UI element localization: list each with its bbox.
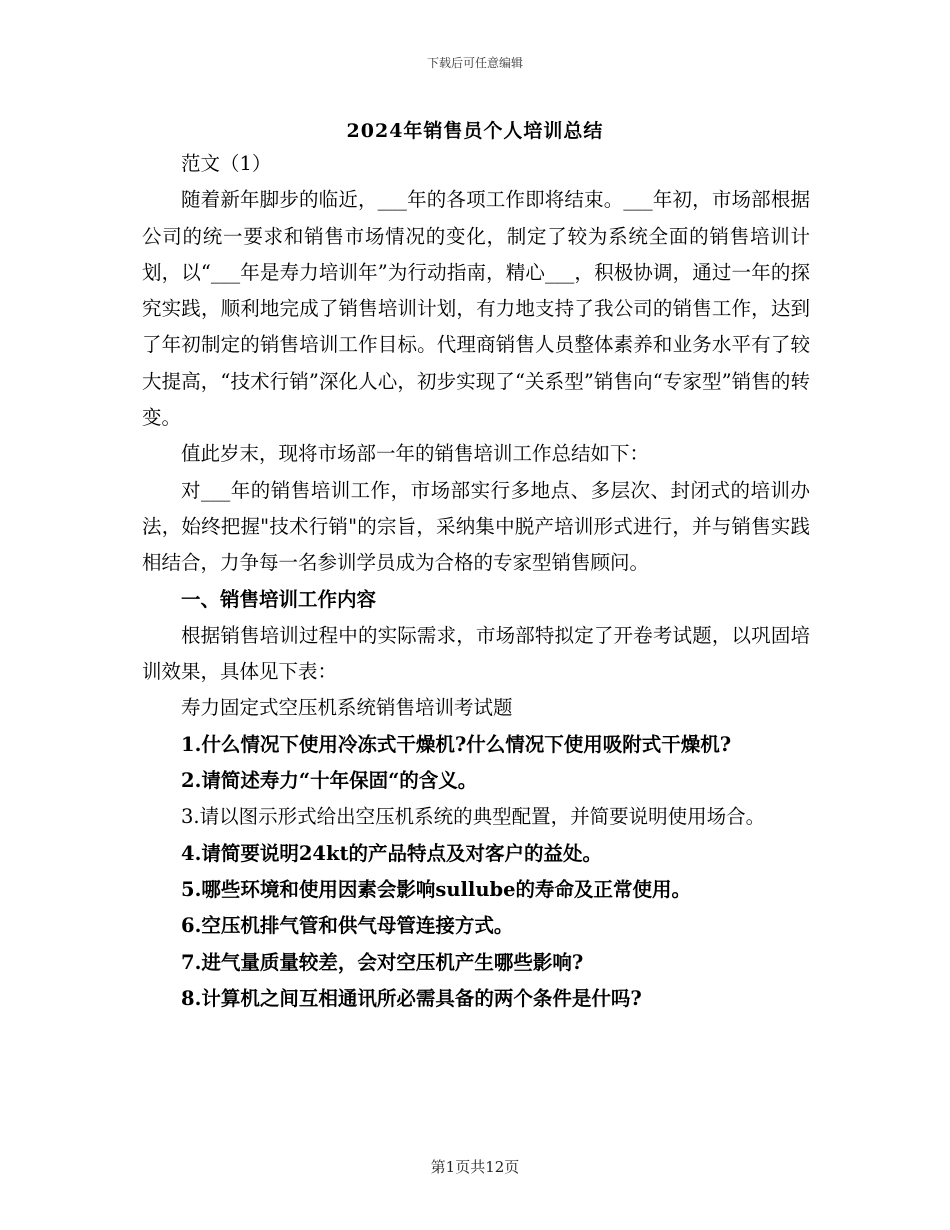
- sample-label: 范文（1）: [181, 152, 272, 175]
- document-body: [142, 146, 810, 1017]
- training-method-paragraph: 对___年的销售培训工作，市场部实行多地点、多层次、封闭式的培训办法，始终把握"技术行销"的宗旨，采纳集中脱产培训形式进行，并与销售实践相结合，力争每一名参训学员成为合格的专家型销售顾问。: [142, 478, 810, 575]
- exam-title: 寿力固定式空压机系统销售培训考试题: [181, 696, 513, 720]
- exam-question: 3.请以图示形式给出空压机系统的典型配置，并简要说明使用场合。: [181, 805, 766, 829]
- exam-question: 5.哪些环境和使用因素会影响sullube的寿命及正常使用。: [181, 877, 692, 901]
- exam-intro-paragraph: 根据销售培训过程中的实际需求，市场部特拟定了开卷考试题，以巩固培训效果，具体见下表：: [142, 623, 810, 684]
- exam-question: 2.请简述寿力“十年保固“的含义。: [181, 769, 478, 793]
- summary-lead-paragraph: 值此岁末，现将市场部一年的销售培训工作总结如下：: [181, 442, 650, 466]
- download-note: 下载后可任意编辑: [426, 56, 523, 70]
- exam-question: 1.什么情况下使用冷冻式干燥机?什么情况下使用吸附式干燥机?: [181, 732, 732, 756]
- exam-question: 7.进气量质量较差，会对空压机产生哪些影响?: [181, 950, 584, 974]
- exam-question: 6.空压机排气管和供气母管连接方式。: [181, 914, 514, 938]
- page-indicator: 第1页共12页: [430, 1158, 520, 1176]
- document-title: 2024年销售员个人培训总结: [346, 120, 604, 142]
- intro-paragraph: 随着新年脚步的临近，___年的各项工作即将结束。___年初，市场部根据公司的统一要求和销售市场情况的变化，制定了较为系统全面的销售培训计划，以“___年是寿力培训年”为行动指南，精心___，积极协调，通过一年的探究实践，顺利地完成了销售培训计划，有力地支持了我公司的销售工作，达到了年初制定的销售培训工作目标。代理商销售人员整体素养和业务水平有了较大提高，“技术行销”深化人心，初步实现了“关系型”销售向“专家型”销售的转变。: [142, 188, 810, 430]
- section-heading: 一、销售培训工作内容: [181, 587, 377, 611]
- exam-question: 4.请简要说明24kt的产品特点及对客户的益处。: [181, 841, 603, 865]
- exam-question: 8.计算机之间互相通讯所必需具备的两个条件是什吗?: [181, 986, 642, 1010]
